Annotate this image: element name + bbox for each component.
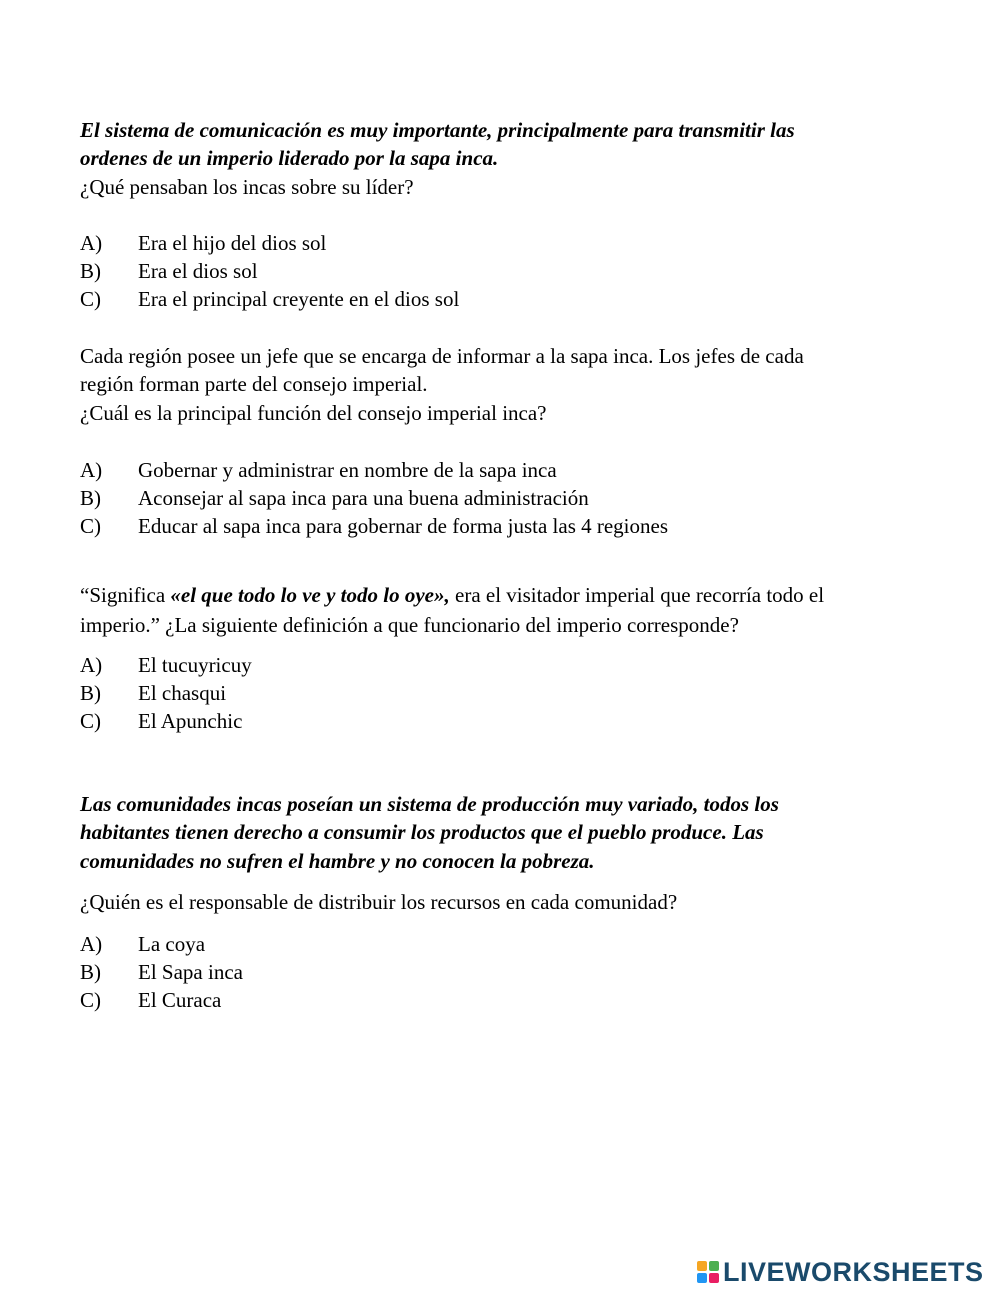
option-letter: B)	[80, 681, 101, 705]
liveworksheets-logo	[697, 1254, 984, 1290]
option-text: El Curaca	[138, 988, 222, 1012]
question-1-option-a[interactable]	[80, 229, 326, 257]
logo-block	[697, 1261, 707, 1271]
logo-block	[709, 1273, 719, 1283]
option-letter: A)	[80, 231, 103, 255]
question-4-text: ¿Quién es el responsable de distribuir los recursos en cada comunidad?	[80, 890, 678, 914]
question-1-intro-line-1: El sistema de comunicación es muy importante, principalmente para transmitir las	[80, 118, 795, 142]
quote-emphasis: «el que todo lo ve y todo lo oye»,	[170, 583, 450, 607]
question-1-option-c[interactable]	[80, 285, 459, 313]
option-letter: A)	[80, 653, 103, 677]
quote-prefix: “Significa	[80, 583, 171, 607]
option-letter: B)	[80, 960, 101, 984]
option-text: Era el hijo del dios sol	[138, 231, 327, 255]
question-3-text: imperio.” ¿La siguiente definición a que funcionario del imperio corresponde?	[80, 613, 739, 637]
option-letter: B)	[80, 486, 101, 510]
logo-blocks-icon	[697, 1261, 719, 1283]
question-3-option-b[interactable]	[80, 679, 226, 707]
option-letter: C)	[80, 514, 101, 538]
option-letter: B)	[80, 259, 101, 283]
option-text: Era el principal creyente en el dios sol	[138, 287, 460, 311]
option-text: La coya	[138, 932, 206, 956]
question-3-intro-line-1	[80, 581, 824, 609]
question-2-intro-line-2: región forman parte del consejo imperial.	[80, 372, 428, 396]
option-text: El chasqui	[138, 681, 227, 705]
option-text: El tucuyricuy	[138, 653, 252, 677]
question-4-intro-line-2: habitantes tienen derecho a consumir los productos que el pueblo produce. Las	[80, 820, 764, 844]
option-text: Educar al sapa inca para gobernar de forma justa las 4 regiones	[138, 514, 669, 538]
question-1-option-b[interactable]	[80, 257, 258, 285]
logo-text: LIVEWORKSHEETS	[723, 1256, 984, 1287]
question-2-text: ¿Cuál es la principal función del consejo imperial inca?	[80, 401, 547, 425]
question-1-text: ¿Qué pensaban los incas sobre su líder?	[80, 175, 414, 199]
option-letter: A)	[80, 458, 103, 482]
question-4-option-b[interactable]	[80, 958, 243, 986]
option-letter: C)	[80, 287, 101, 311]
question-4-intro-line-1: Las comunidades incas poseían un sistema de producción muy variado, todos los	[80, 792, 779, 816]
option-text: Aconsejar al sapa inca para una buena administración	[138, 486, 589, 510]
option-letter: C)	[80, 988, 101, 1012]
option-text: Era el dios sol	[138, 259, 258, 283]
option-text: Gobernar y administrar en nombre de la sapa inca	[138, 458, 557, 482]
question-4-option-a[interactable]	[80, 930, 205, 958]
question-2-option-c[interactable]	[80, 512, 668, 540]
question-2-option-a[interactable]	[80, 456, 557, 484]
question-4-intro-line-3: comunidades no sufren el hambre y no conocen la pobreza.	[80, 849, 595, 873]
option-letter: C)	[80, 709, 101, 733]
quote-suffix: era el visitador imperial que recorría todo el	[449, 583, 825, 607]
question-3-option-c[interactable]	[80, 707, 242, 735]
question-3-option-a[interactable]	[80, 651, 252, 679]
option-letter: A)	[80, 932, 103, 956]
option-text: El Apunchic	[138, 709, 243, 733]
question-2-intro-line-1: Cada región posee un jefe que se encarga de informar a la sapa inca. Los jefes de cada	[80, 344, 804, 368]
question-2-option-b[interactable]	[80, 484, 589, 512]
option-text: El Sapa inca	[138, 960, 243, 984]
logo-block	[709, 1261, 719, 1271]
question-4-option-c[interactable]	[80, 986, 221, 1014]
question-1-intro-line-2: ordenes de un imperio liderado por la sapa inca.	[80, 146, 499, 170]
logo-block	[697, 1273, 707, 1283]
